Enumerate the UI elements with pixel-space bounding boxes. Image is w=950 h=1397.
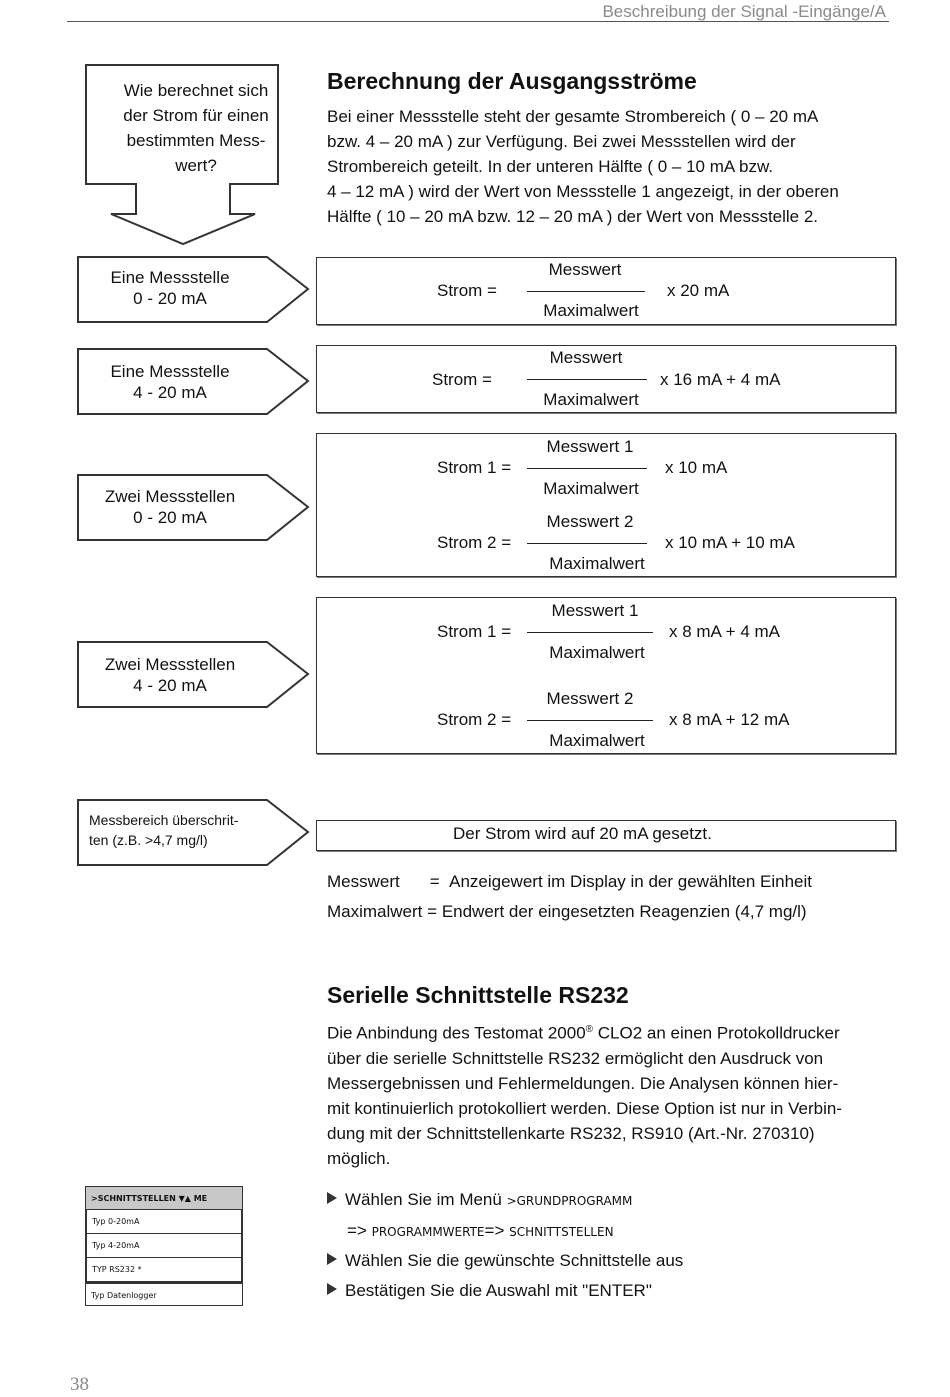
formula-box-two-0-20 — [316, 433, 896, 577]
formula-rhs: x 10 mA + 10 mA — [665, 533, 795, 552]
page-number: 38 — [70, 1374, 89, 1395]
formula-denominator: Maximalwert — [549, 643, 645, 662]
fraction-line — [527, 720, 653, 721]
bullet-arrow-icon — [327, 1192, 337, 1204]
definition-text: Anzeigewert im Display in der gewählten Einheit — [449, 872, 812, 891]
fraction-line — [527, 291, 645, 292]
formula-rhs: x 20 mA — [667, 281, 730, 300]
menu-item[interactable]: Typ 4-20mA — [85, 1234, 243, 1258]
formula-lhs: Strom 2 = — [437, 710, 512, 729]
formula-box-one-0-20 — [316, 257, 896, 325]
result-box-range-exceeded — [316, 820, 896, 851]
formula-box-one-4-20 — [316, 345, 896, 413]
definition-text: Endwert der eingesetzten Reagenzien (4,7 mg/l) — [441, 902, 807, 921]
callout-question: Wie berechnet sich der Strom für einen bestimmten Mess- wert? — [123, 81, 269, 175]
formula-denominator: Maximalwert — [543, 390, 639, 409]
section1-paragraph: Bei einer Messstelle steht der gesamte Strombereich ( 0 – 20 mA bzw. 4 – 20 mA ) zur Verfügung. Bei zwei Messstellen wird der Strombereich geteilt. In der unteren Hälfte ( 0 – 10 mA bzw. 4 – 12 mA ) wird der Wert von Messstelle 1 angezeigt, in der oberen Hälfte ( 10 – 20 mA bzw. 12 – 20 mA ) der Wert von Messstelle 2. — [327, 107, 839, 226]
formula-lhs: Strom = — [437, 281, 497, 300]
instruction-item-2: Wählen Sie die gewünschte Schnittstelle aus — [327, 1251, 683, 1271]
formula-numerator: Messwert 1 — [546, 437, 634, 456]
formula-numerator: Messwert 2 — [546, 689, 634, 708]
menu-item-selected[interactable]: TYP RS232 * — [85, 1258, 243, 1282]
case-label-two-4-20: Zwei Messstellen 4 - 20 mA — [104, 655, 236, 695]
header-rule — [67, 21, 889, 22]
formula-numerator: Messwert 1 — [551, 601, 639, 620]
formula-rhs: x 10 mA — [665, 458, 728, 477]
formula-numerator: Messwert — [548, 260, 622, 279]
case-label-two-0-20: Zwei Messstellen 0 - 20 mA — [104, 487, 236, 527]
formula-denominator: Maximalwert — [543, 479, 639, 498]
result-text: Der Strom wird auf 20 mA gesetzt. — [453, 824, 712, 843]
definition-term: Messwert — [327, 872, 400, 891]
formula-denominator: Maximalwert — [543, 301, 639, 320]
formula-denominator: Maximalwert — [549, 731, 645, 750]
formula-rhs: x 16 mA + 4 mA — [660, 370, 781, 389]
formula-lhs: Strom 1 = — [437, 458, 512, 477]
definition-separator: = — [429, 872, 440, 891]
fraction-line — [527, 632, 653, 633]
formula-rhs: x 8 mA + 4 mA — [669, 622, 781, 641]
case-label-one-4-20: Eine Messstelle 4 - 20 mA — [110, 362, 230, 402]
menu-header: >SCHNITTSTELLEN ▼▲ ME — [85, 1186, 243, 1210]
section2-paragraph: Die Anbindung des Testomat 2000® CLO2 an einen Protokolldrucker über die serielle Schnittstelle RS232 ermöglicht den Ausdruck von Messergebnissen und Fehlermeldungen. Die Analysen können hier- mit kontinuierlich protokolliert werden. Diese Option ist nur in Verbin- dung mit der Schnittstellenkarte RS232, RS910 (Art.-Nr. 270310) möglich. — [327, 1023, 842, 1168]
section-title-rs232: Serielle Schnittstelle RS232 — [327, 982, 629, 1008]
formula-numerator: Messwert 2 — [546, 512, 634, 531]
section-title-output-currents: Berechnung der Ausgangsströme — [327, 68, 697, 94]
definition-separator: = — [427, 902, 438, 921]
fraction-line — [527, 468, 647, 469]
formula-rhs: x 8 mA + 12 mA — [669, 710, 790, 729]
formula-numerator: Messwert — [549, 348, 623, 367]
instruction-item-1: Wählen Sie im Menü >GRUNDPROGRAMM — [327, 1190, 632, 1210]
menu-item[interactable]: Typ Datenlogger — [85, 1282, 243, 1306]
fraction-line — [527, 379, 647, 380]
menu-item[interactable]: Typ 0-20mA — [85, 1210, 243, 1234]
running-header: Beschreibung der Signal -Eingänge/A — [602, 2, 886, 21]
device-menu-display — [85, 1186, 245, 1306]
formula-lhs: Strom 2 = — [437, 533, 512, 552]
instruction-item-3: Bestätigen Sie die Auswahl mit "ENTER" — [327, 1281, 652, 1301]
instruction-item-1-continued: => PROGRAMMWERTE=> SCHNITTSTELLEN — [347, 1221, 614, 1240]
definition-messwert — [327, 872, 812, 892]
bullet-arrow-icon — [327, 1253, 337, 1265]
formula-box-two-4-20 — [316, 597, 896, 754]
formula-denominator: Maximalwert — [549, 554, 645, 573]
definition-maximalwert — [327, 902, 807, 922]
definition-term: Maximalwert — [327, 902, 423, 921]
case-label-one-0-20: Eine Messstelle 0 - 20 mA — [110, 268, 230, 308]
formula-lhs: Strom 1 = — [437, 622, 512, 641]
bullet-arrow-icon — [327, 1283, 337, 1295]
formula-lhs: Strom = — [432, 370, 492, 389]
fraction-line — [527, 543, 647, 544]
case-label-range-exceeded: Messbereich überschrit- ten (z.B. >4,7 mg/l) — [89, 812, 239, 848]
